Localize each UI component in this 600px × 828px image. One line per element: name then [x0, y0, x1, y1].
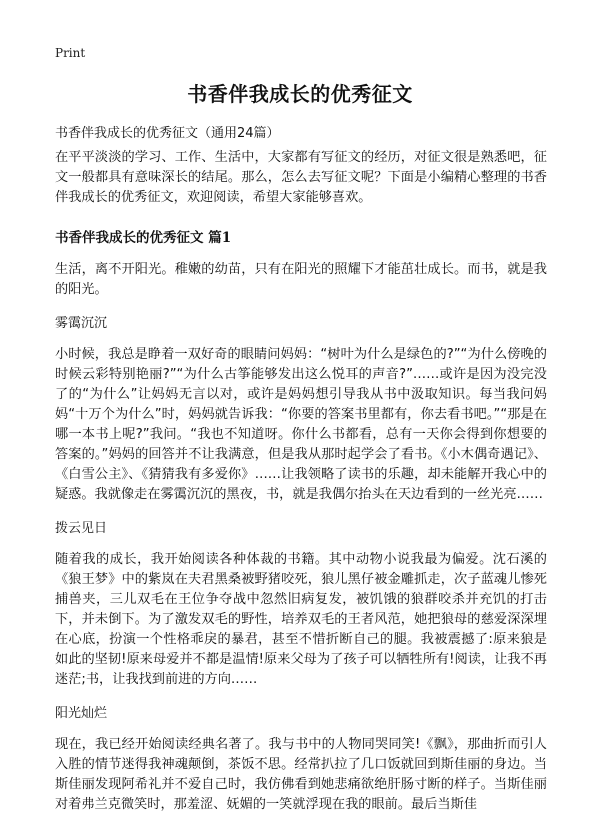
subheading-2: 拨云见日	[55, 521, 108, 536]
print-link[interactable]: Print	[55, 46, 86, 60]
subheading-3: 阳光灿烂	[55, 706, 108, 721]
section-heading: 书香伴我成长的优秀征文 篇1	[55, 230, 232, 246]
intro-paragraph: 在平平淡淡的学习、工作、生活中，大家都有写征文的经历，对征文很是熟悉吧，征文一般都具有意味深长的结尾。那么，怎么去写征文呢？下面是小编精心整理的书香伴我成长的优秀征文，欢迎阅读，希望大家能够喜欢。	[55, 150, 547, 205]
paragraph-4: 现在，我已经开始阅读经典名著了。我与书中的人物同哭同笑!《飘》，那曲折而引人入胜的情节迷得我神魂颠倒，茶饭不思。经常扒拉了几口饭就回到斯佳丽的身边。当斯佳丽发现阿希礼并不爱自己时，我仿佛看到她悲痛欲绝肝肠寸断的样子。当斯佳丽对着弗兰克微笑时，那羞涩、妩媚的一笑就浮现在我的眼前。最后当斯佳	[55, 737, 547, 812]
document-subtitle: 书香伴我成长的优秀征文（通用24篇）	[55, 126, 280, 141]
subheading-1: 雾霭沉沉	[55, 316, 108, 331]
document-body	[55, 148, 547, 827]
paragraph-2: 小时候，我总是睁着一双好奇的眼睛问妈妈：“树叶为什么是绿色的?”“为什么傍晚的时候云彩特别艳丽?”“为什么古筝能够发出这么悦耳的声音?”……或许是因为没完没了的“为什么”让妈妈无言以对，或许是妈妈想引导我从书中汲取知识。每当我问妈妈“十万个为什么”时，妈妈就告诉我：“你要的答案书里都有，你去看书吧。”“那是在哪一本书上呢?”我问。“我也不知道呀。你什么书都看，总有一天你会得到你想要的答案的。”妈妈的回答并不让我满意，但是我从那时起学会了看书。《小木偶奇遇记》、《白雪公主》、《猜猜我有多爱你》……让我领略了读书的乐趣，却未能解开我心中的疑惑。我就像走在雾霭沉沉的黑夜，书，就是我偶尔抬头在天边看到的一丝光亮……	[55, 347, 547, 502]
paragraph-1: 生活，离不开阳光。稚嫩的幼苗，只有在阳光的照耀下才能茁壮成长。而书，就是我的阳光。	[55, 262, 547, 297]
document-title: 书香伴我成长的优秀征文	[187, 82, 413, 106]
paragraph-3: 随着我的成长，我开始阅读各种体裁的书籍。其中动物小说我最为偏爱。沈石溪的《狼王梦》中的紫岚在夫君黑桑被野猪咬死，狼儿黑仔被金雕抓走，次子蓝魂儿惨死捕兽夹，三儿双毛在王位争夺战中忽然旧病复发，被饥饿的狼群咬杀并充饥的打击下，并未倒下。为了激发双毛的野性，培养双毛的王者风范，她把狼母的慈爱深深埋在心底，扮演一个性格乖戾的暴君，甚至不惜折断自己的腿。我被震撼了:原来狼是如此的坚韧!原来母爱并不都是温情!原来父母为了孩子可以牺牲所有!阅读，让我不再迷茫;书，让我找到前进的方向……	[55, 552, 547, 687]
